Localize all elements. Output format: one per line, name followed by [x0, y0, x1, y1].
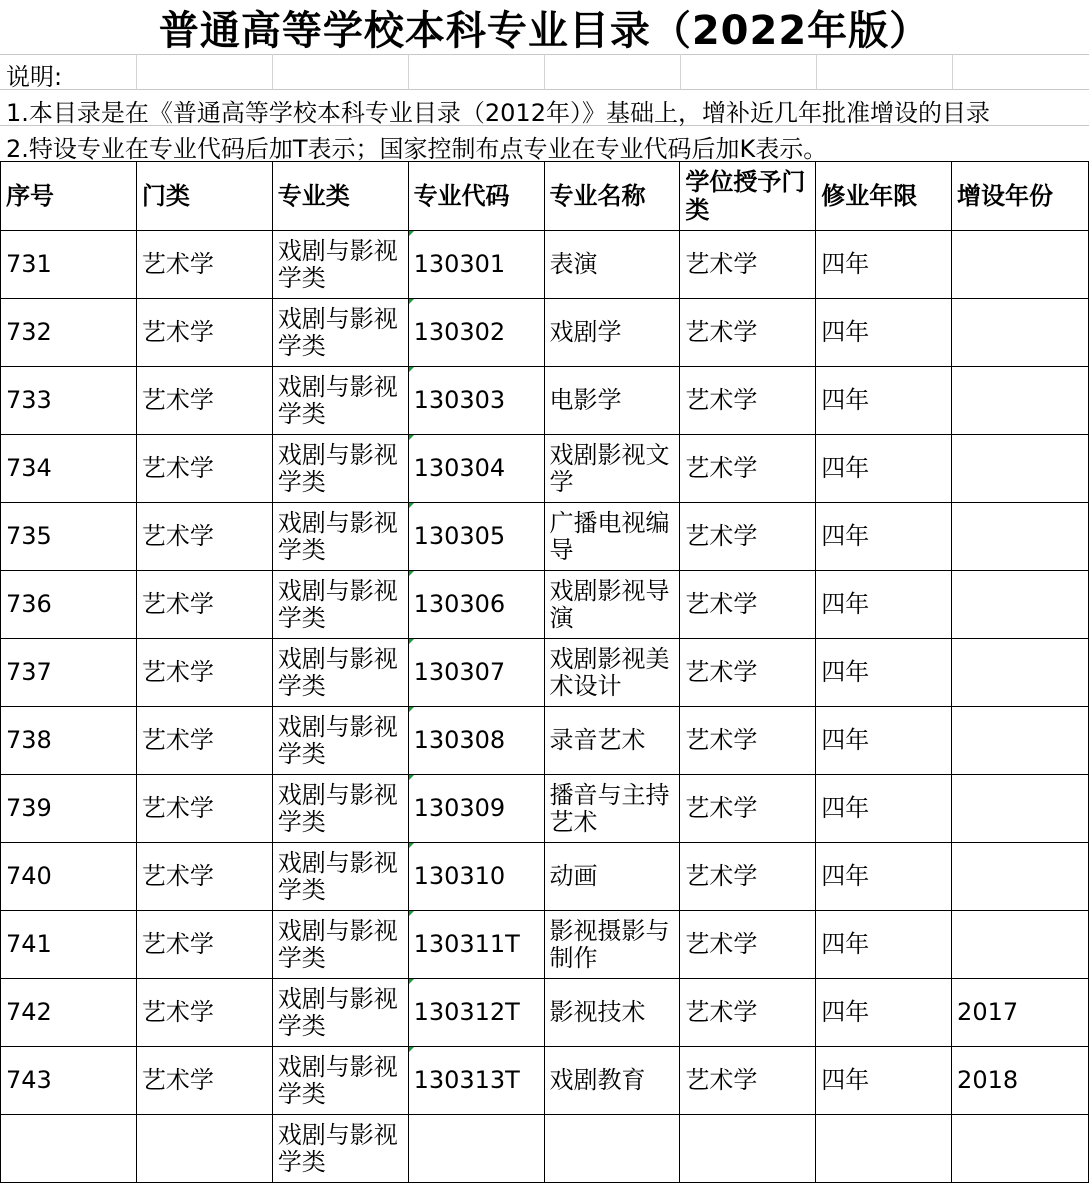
major-class-cell[interactable]: 戏剧与影视学类 [272, 1047, 408, 1115]
duration-cell[interactable]: 四年 [816, 299, 952, 367]
gridline [136, 54, 137, 90]
table-row [1, 979, 1089, 1047]
seq-cell[interactable]: 736 [1, 571, 137, 639]
major-class-cell[interactable]: 戏剧与影视学类 [272, 367, 408, 435]
major-code-cell[interactable]: 130313T [408, 1047, 544, 1115]
degree-cell[interactable]: 艺术学 [680, 707, 816, 775]
major-code-cell[interactable]: 130311T [408, 911, 544, 979]
gridline [544, 54, 545, 90]
major-code-cell[interactable]: 130312T [408, 979, 544, 1047]
duration-cell[interactable]: 四年 [816, 571, 952, 639]
duration-cell[interactable]: 四年 [816, 1047, 952, 1115]
category-cell[interactable]: 艺术学 [136, 775, 272, 843]
major-code-cell[interactable]: 130308 [408, 707, 544, 775]
major-code-cell[interactable]: 130305 [408, 503, 544, 571]
table-row [1, 367, 1089, 435]
major-class-cell[interactable]: 戏剧与影视学类 [272, 435, 408, 503]
seq-cell[interactable]: 733 [1, 367, 137, 435]
gridline [952, 54, 953, 90]
seq-cell[interactable]: 742 [1, 979, 137, 1047]
column-header[interactable]: 专业类 [272, 162, 408, 231]
category-cell[interactable]: 艺术学 [136, 911, 272, 979]
major-class-cell[interactable]: 戏剧与影视学类 [272, 775, 408, 843]
degree-cell[interactable]: 艺术学 [680, 1047, 816, 1115]
category-cell[interactable]: 艺术学 [136, 435, 272, 503]
degree-cell[interactable]: 艺术学 [680, 435, 816, 503]
category-cell[interactable]: 艺术学 [136, 639, 272, 707]
year-added-cell[interactable] [952, 231, 1089, 299]
degree-cell[interactable]: 艺术学 [680, 367, 816, 435]
duration-cell[interactable]: 四年 [816, 639, 952, 707]
column-header[interactable]: 修业年限 [816, 162, 952, 231]
duration-cell[interactable]: 四年 [816, 911, 952, 979]
category-cell[interactable]: 艺术学 [136, 979, 272, 1047]
category-cell[interactable] [136, 1115, 272, 1183]
header-row [1, 162, 1089, 231]
year-added-cell[interactable] [952, 911, 1089, 979]
major-code-cell[interactable]: 130310 [408, 843, 544, 911]
title-row[interactable] [0, 0, 1089, 55]
year-added-cell[interactable] [952, 843, 1089, 911]
note-text: 2.特设专业在专业代码后加T表示；国家控制布点专业在专业代码后加K表示。 [6, 135, 828, 163]
table-row [1, 231, 1089, 299]
major-name-cell[interactable]: 电影学 [544, 367, 680, 435]
major-class-cell[interactable]: 戏剧与影视学类 [272, 911, 408, 979]
major-class-cell[interactable]: 戏剧与影视学类 [272, 503, 408, 571]
major-name-cell[interactable]: 戏剧影视文学 [544, 435, 680, 503]
major-code-cell[interactable]: 130301 [408, 231, 544, 299]
table-row [1, 707, 1089, 775]
category-cell[interactable]: 艺术学 [136, 571, 272, 639]
note-row-3[interactable] [0, 126, 1089, 161]
seq-cell[interactable]: 731 [1, 231, 137, 299]
category-cell[interactable]: 艺术学 [136, 1047, 272, 1115]
year-added-cell[interactable]: 2017 [952, 979, 1089, 1047]
year-added-cell[interactable] [952, 1115, 1089, 1183]
gridline [272, 54, 273, 90]
table-row [1, 435, 1089, 503]
column-header[interactable]: 增设年份 [952, 162, 1089, 231]
table-row [1, 299, 1089, 367]
major-name-cell[interactable]: 录音艺术 [544, 707, 680, 775]
table-row [1, 639, 1089, 707]
major-name-cell[interactable]: 戏剧影视美术设计 [544, 639, 680, 707]
major-code-cell[interactable]: 130309 [408, 775, 544, 843]
degree-cell[interactable] [680, 1115, 816, 1183]
table-body [1, 231, 1089, 1183]
degree-cell[interactable]: 艺术学 [680, 503, 816, 571]
year-added-cell[interactable] [952, 299, 1089, 367]
year-added-cell[interactable] [952, 435, 1089, 503]
gridline [680, 54, 681, 90]
category-cell[interactable]: 艺术学 [136, 367, 272, 435]
column-header[interactable]: 专业代码 [408, 162, 544, 231]
major-class-cell[interactable]: 戏剧与影视学类 [272, 843, 408, 911]
table-row [1, 503, 1089, 571]
column-header[interactable]: 学位授予门类 [680, 162, 816, 231]
major-table [0, 161, 1089, 1183]
major-code-cell[interactable]: 130306 [408, 571, 544, 639]
degree-cell[interactable]: 艺术学 [680, 571, 816, 639]
duration-cell[interactable]: 四年 [816, 231, 952, 299]
table-row [1, 911, 1089, 979]
table-row [1, 1047, 1089, 1115]
seq-cell[interactable]: 743 [1, 1047, 137, 1115]
seq-cell[interactable]: 739 [1, 775, 137, 843]
major-code-cell[interactable]: 130304 [408, 435, 544, 503]
major-name-cell[interactable]: 戏剧学 [544, 299, 680, 367]
major-class-cell[interactable]: 戏剧与影视学类 [272, 1115, 408, 1183]
table-row [1, 775, 1089, 843]
duration-cell[interactable]: 四年 [816, 707, 952, 775]
duration-cell[interactable]: 四年 [816, 435, 952, 503]
duration-cell[interactable]: 四年 [816, 843, 952, 911]
major-code-cell[interactable]: 130302 [408, 299, 544, 367]
degree-cell[interactable]: 艺术学 [680, 911, 816, 979]
degree-cell[interactable]: 艺术学 [680, 639, 816, 707]
major-class-cell[interactable]: 戏剧与影视学类 [272, 299, 408, 367]
degree-cell[interactable]: 艺术学 [680, 979, 816, 1047]
column-header[interactable]: 序号 [1, 162, 137, 231]
year-added-cell[interactable] [952, 571, 1089, 639]
note-row-2[interactable] [0, 90, 1089, 126]
category-cell[interactable]: 艺术学 [136, 231, 272, 299]
table-row [1, 843, 1089, 911]
seq-cell[interactable]: 740 [1, 843, 137, 911]
note-text: 说明: [6, 63, 63, 91]
major-name-cell[interactable]: 戏剧影视导演 [544, 571, 680, 639]
duration-cell[interactable]: 四年 [816, 979, 952, 1047]
gridline [816, 54, 817, 90]
seq-cell[interactable]: 741 [1, 911, 137, 979]
major-name-cell[interactable] [544, 1115, 680, 1183]
gridline [408, 54, 409, 90]
degree-cell[interactable]: 艺术学 [680, 775, 816, 843]
major-class-cell[interactable]: 戏剧与影视学类 [272, 707, 408, 775]
major-class-cell[interactable]: 戏剧与影视学类 [272, 231, 408, 299]
duration-cell[interactable]: 四年 [816, 775, 952, 843]
duration-cell[interactable] [816, 1115, 952, 1183]
table-row [1, 1115, 1089, 1183]
category-cell[interactable]: 艺术学 [136, 503, 272, 571]
year-added-cell[interactable] [952, 707, 1089, 775]
major-name-cell[interactable]: 戏剧教育 [544, 1047, 680, 1115]
major-class-cell[interactable]: 戏剧与影视学类 [272, 639, 408, 707]
major-name-cell[interactable]: 动画 [544, 843, 680, 911]
column-header[interactable]: 门类 [136, 162, 272, 231]
note-text: 1.本目录是在《普通高等学校本科专业目录（2012年）》基础上，增补近几年批准增设的目录 [6, 99, 990, 127]
major-name-cell[interactable]: 表演 [544, 231, 680, 299]
category-cell[interactable]: 艺术学 [136, 299, 272, 367]
page-title: 普通高等学校本科专业目录（2022年版） [158, 7, 931, 54]
major-class-cell[interactable]: 戏剧与影视学类 [272, 571, 408, 639]
major-name-cell[interactable]: 广播电视编导 [544, 503, 680, 571]
table-row [1, 571, 1089, 639]
duration-cell[interactable]: 四年 [816, 503, 952, 571]
major-name-cell[interactable]: 影视技术 [544, 979, 680, 1047]
year-added-cell[interactable] [952, 503, 1089, 571]
year-added-cell[interactable] [952, 367, 1089, 435]
degree-cell[interactable]: 艺术学 [680, 843, 816, 911]
major-code-cell[interactable]: 130307 [408, 639, 544, 707]
seq-cell[interactable]: 738 [1, 707, 137, 775]
column-header[interactable]: 专业名称 [544, 162, 680, 231]
year-added-cell[interactable] [952, 639, 1089, 707]
category-cell[interactable]: 艺术学 [136, 707, 272, 775]
duration-cell[interactable]: 四年 [816, 367, 952, 435]
degree-cell[interactable]: 艺术学 [680, 231, 816, 299]
seq-cell[interactable] [1, 1115, 137, 1183]
category-cell[interactable]: 艺术学 [136, 843, 272, 911]
year-added-cell[interactable]: 2018 [952, 1047, 1089, 1115]
seq-cell[interactable]: 732 [1, 299, 137, 367]
major-name-cell[interactable]: 影视摄影与制作 [544, 911, 680, 979]
year-added-cell[interactable] [952, 775, 1089, 843]
degree-cell[interactable]: 艺术学 [680, 299, 816, 367]
seq-cell[interactable]: 734 [1, 435, 137, 503]
major-name-cell[interactable]: 播音与主持艺术 [544, 775, 680, 843]
seq-cell[interactable]: 737 [1, 639, 137, 707]
major-code-cell[interactable]: 130303 [408, 367, 544, 435]
seq-cell[interactable]: 735 [1, 503, 137, 571]
major-class-cell[interactable]: 戏剧与影视学类 [272, 979, 408, 1047]
major-code-cell[interactable] [408, 1115, 544, 1183]
